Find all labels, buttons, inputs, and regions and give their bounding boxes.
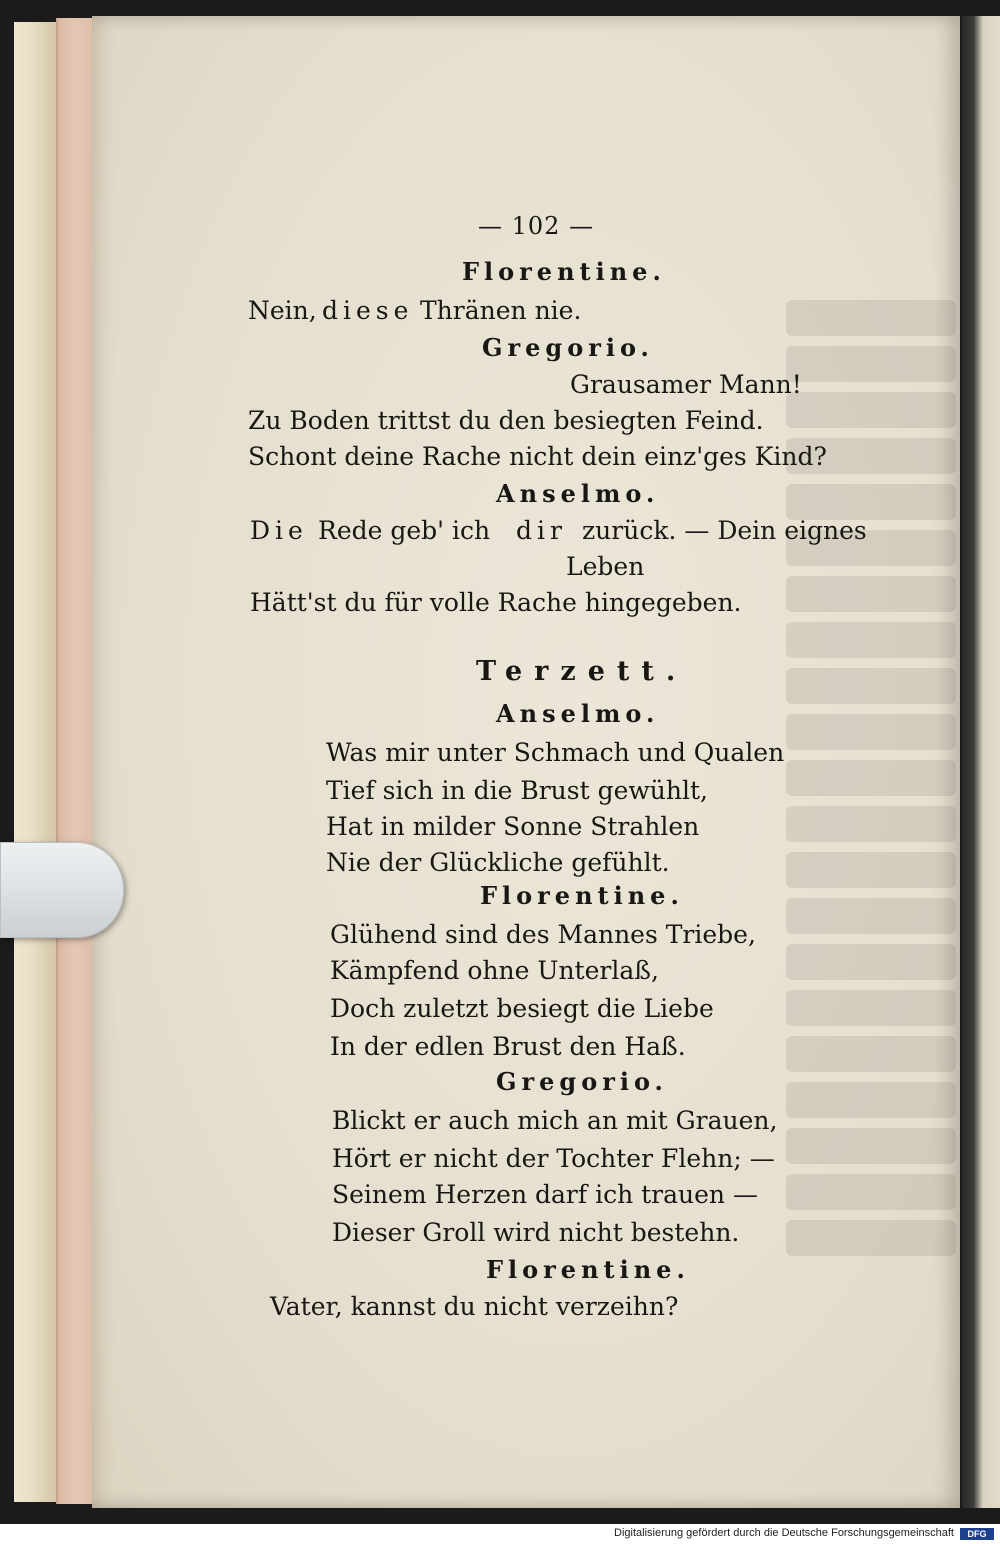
- text-line-emphasis: diese: [322, 296, 414, 325]
- text-line: Schont deine Rache nicht dein einz'ges Kind?: [248, 442, 827, 471]
- text-line: Was mir unter Schmach und Qualen: [326, 738, 785, 767]
- speaker-gregorio: Gregorio.: [496, 1067, 668, 1096]
- text-line: Blickt er auch mich an mit Grauen,: [332, 1106, 778, 1135]
- dfg-logo: DFG: [960, 1528, 994, 1540]
- text-line: Kämpfend ohne Unterlaß,: [330, 956, 659, 985]
- text-line: Nein,: [248, 296, 317, 325]
- text-line: Tief sich in die Brust gewühlt,: [326, 776, 708, 805]
- text-line: Leben: [566, 552, 645, 581]
- text-line: Rede geb' ich: [318, 516, 491, 545]
- speaker-florentine: Florentine.: [486, 1255, 690, 1284]
- speaker-anselmo: Anselmo.: [496, 699, 660, 728]
- text-line: zurück. — Dein eignes: [582, 516, 867, 545]
- page-number: — 102 —: [478, 212, 595, 240]
- facing-page-sliver: [962, 16, 1000, 1508]
- text-line: Dieser Groll wird nicht bestehn.: [332, 1218, 740, 1247]
- text-line: Thränen nie.: [420, 296, 582, 325]
- section-title: Terzett.: [476, 656, 688, 687]
- text-line: Seinem Herzen darf ich trauen —: [332, 1180, 758, 1209]
- speaker-florentine: Florentine.: [462, 257, 666, 286]
- text-line: Hat in milder Sonne Strahlen: [326, 812, 700, 841]
- text-line: Hätt'st du für volle Rache hingegeben.: [250, 588, 742, 617]
- text-line: Hört er nicht der Tochter Flehn; —: [332, 1144, 775, 1173]
- speaker-florentine: Florentine.: [480, 881, 684, 910]
- text-line-emphasis: Die: [250, 516, 308, 545]
- text-line: Nie der Glückliche gefühlt.: [326, 848, 670, 877]
- speaker-gregorio: Gregorio.: [482, 333, 654, 362]
- text-line: Doch zuletzt besiegt die Liebe: [330, 994, 714, 1023]
- footer-credit: Digitalisierung gefördert durch die Deutsche Forschungsgemeinschaft: [614, 1527, 954, 1539]
- text-line: In der edlen Brust den Haß.: [330, 1032, 686, 1061]
- speaker-anselmo: Anselmo.: [496, 479, 660, 508]
- footer-bar: [0, 1524, 1000, 1544]
- text-line-emphasis: dir: [516, 516, 567, 545]
- text-line: Zu Boden trittst du den besiegten Feind.: [248, 406, 764, 435]
- text-line: Glühend sind des Mannes Triebe,: [330, 920, 756, 949]
- page-clip: [0, 842, 124, 938]
- text-line: Grausamer Mann!: [570, 370, 802, 399]
- text-line: Vater, kannst du nicht verzeihn?: [270, 1292, 679, 1321]
